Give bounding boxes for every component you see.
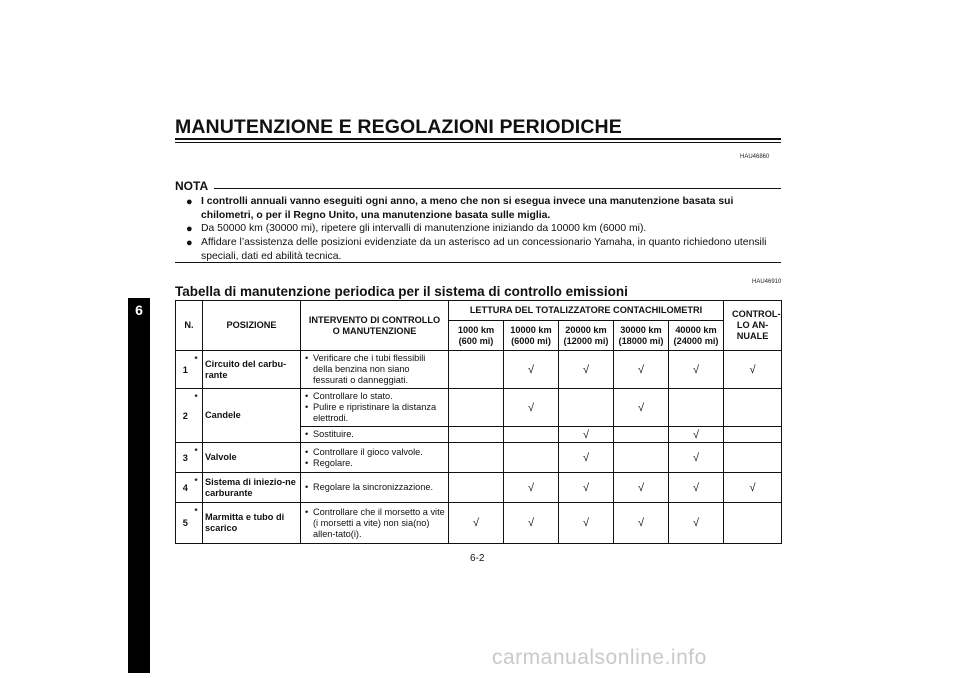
interval-check-cell: √ bbox=[559, 351, 614, 389]
action-item: • Sostituire. bbox=[305, 429, 446, 440]
position-cell: Candele bbox=[203, 389, 301, 443]
action-cell bbox=[301, 389, 449, 427]
interval-check-cell bbox=[669, 389, 724, 427]
interval-check-cell: √ bbox=[614, 389, 669, 427]
annual-check-cell bbox=[724, 389, 782, 427]
table-row bbox=[176, 443, 782, 473]
row-number: 3 bbox=[176, 443, 195, 473]
chapter-tab bbox=[128, 298, 150, 673]
action-cell bbox=[301, 443, 449, 473]
row-number: 5 bbox=[176, 503, 195, 544]
nota-item bbox=[186, 236, 786, 264]
interval-check-cell: √ bbox=[614, 473, 669, 503]
header-km: 30000 km (18000 mi) bbox=[614, 321, 669, 351]
action-item: • Verificare che i tubi flessibili della benzina non siano fessurati o danneggiati. bbox=[305, 353, 446, 386]
action-item: • Controllare il gioco valvole. bbox=[305, 447, 446, 458]
interval-check-cell: √ bbox=[559, 503, 614, 544]
annual-check-cell bbox=[724, 503, 782, 544]
action-cell bbox=[301, 427, 449, 443]
interval-check-cell: √ bbox=[449, 503, 504, 544]
asterisk-mark: * bbox=[195, 443, 203, 473]
section-title: Tabella di manutenzione periodica per il sistema di controllo emissioni bbox=[175, 284, 628, 299]
asterisk-mark: * bbox=[195, 351, 203, 389]
interval-check-cell bbox=[449, 473, 504, 503]
action-item: • Regolare. bbox=[305, 458, 446, 469]
header-posizione: POSIZIONE bbox=[203, 301, 301, 351]
title-rule-thin bbox=[175, 142, 781, 143]
nota-item bbox=[186, 222, 786, 236]
interval-check-cell: √ bbox=[504, 351, 559, 389]
interval-check-cell bbox=[449, 427, 504, 443]
interval-check-cell: √ bbox=[504, 503, 559, 544]
annual-check-cell: √ bbox=[724, 351, 782, 389]
interval-check-cell: √ bbox=[504, 473, 559, 503]
chapter-tab-number: 6 bbox=[135, 302, 143, 318]
interval-check-cell bbox=[614, 443, 669, 473]
interval-check-cell bbox=[449, 389, 504, 427]
nota-item-text: Affidare l’assistenza delle posizioni evidenziate da un asterisco ad un concessionario Yamaha, in quanto richiedono utensili speciali, dati ed abilità tecnica. bbox=[201, 237, 767, 262]
page-number: 6-2 bbox=[470, 553, 485, 564]
header-km: 1000 km (600 mi) bbox=[449, 321, 504, 351]
bullet-icon: ● bbox=[186, 237, 193, 249]
action-item: • Pulire e ripristinare la distanza elettrodi. bbox=[305, 402, 446, 424]
maintenance-table bbox=[175, 300, 782, 544]
interval-check-cell: √ bbox=[669, 443, 724, 473]
interval-check-cell bbox=[614, 427, 669, 443]
interval-check-cell: √ bbox=[504, 389, 559, 427]
title-rule bbox=[175, 138, 781, 140]
nota-item-text: I controlli annuali vanno eseguiti ogni anno, a meno che non si esegua invece una manutenzione basata sui chilometri, o per il Regno Unito, una manutenzione basata sulle miglia. bbox=[201, 196, 734, 221]
position-cell: Marmitta e tubo di scarico bbox=[203, 503, 301, 544]
interval-check-cell: √ bbox=[614, 503, 669, 544]
table-row bbox=[176, 351, 782, 389]
interval-check-cell bbox=[449, 351, 504, 389]
annual-check-cell bbox=[724, 427, 782, 443]
nota-item bbox=[186, 195, 786, 223]
nota-bottom-rule bbox=[175, 262, 781, 263]
nota-label: NOTA bbox=[175, 179, 209, 193]
interval-check-cell: √ bbox=[559, 443, 614, 473]
asterisk-mark: * bbox=[195, 503, 203, 544]
watermark: carmanualsonline.info bbox=[492, 646, 707, 669]
header-km: 10000 km (6000 mi) bbox=[504, 321, 559, 351]
page-title: MANUTENZIONE E REGOLAZIONI PERIODICHE bbox=[175, 116, 622, 138]
row-number: 2 bbox=[176, 389, 195, 443]
bullet-icon: ● bbox=[186, 196, 193, 208]
asterisk-mark: * bbox=[195, 389, 203, 443]
table-row bbox=[176, 473, 782, 503]
interval-check-cell: √ bbox=[669, 473, 724, 503]
bullet-icon: ● bbox=[186, 223, 193, 235]
header-km: 40000 km (24000 mi) bbox=[669, 321, 724, 351]
interval-check-cell: √ bbox=[559, 473, 614, 503]
header-lettura: LETTURA DEL TOTALIZZATORE CONTACHILOMETRI bbox=[449, 301, 724, 321]
annual-check-cell bbox=[724, 443, 782, 473]
interval-check-cell: √ bbox=[669, 427, 724, 443]
table-body bbox=[176, 351, 782, 544]
reference-code: HAU46860 bbox=[740, 154, 770, 160]
interval-check-cell: √ bbox=[669, 503, 724, 544]
row-number: 4 bbox=[176, 473, 195, 503]
interval-check-cell: √ bbox=[614, 351, 669, 389]
interval-check-cell bbox=[449, 443, 504, 473]
header-n: N. bbox=[176, 301, 203, 351]
action-cell bbox=[301, 473, 449, 503]
nota-rule bbox=[214, 188, 781, 189]
reference-code: HAU46910 bbox=[752, 279, 782, 285]
asterisk-mark: * bbox=[195, 473, 203, 503]
position-cell: Sistema di iniezio-ne carburante bbox=[203, 473, 301, 503]
position-cell: Valvole bbox=[203, 443, 301, 473]
action-item: • Controllare che il morsetto a vite (i morsetti a vite) non sia(no) allen-tato(i). bbox=[305, 507, 446, 540]
header-km: 20000 km (12000 mi) bbox=[559, 321, 614, 351]
interval-check-cell bbox=[504, 443, 559, 473]
interval-check-cell: √ bbox=[559, 427, 614, 443]
interval-check-cell bbox=[559, 389, 614, 427]
nota-item-text: Da 50000 km (30000 mi), ripetere gli intervalli di manutenzione iniziando da 10000 km (6000 mi). bbox=[201, 223, 647, 234]
action-cell bbox=[301, 351, 449, 389]
table-row bbox=[176, 389, 782, 427]
action-item: • Controllare lo stato. bbox=[305, 391, 446, 402]
header-controllo-annuale: CONTROL-LO AN-NUALE bbox=[724, 301, 782, 351]
action-cell bbox=[301, 503, 449, 544]
interval-check-cell: √ bbox=[669, 351, 724, 389]
header-intervento: INTERVENTO DI CONTROLLO O MANUTENZIONE bbox=[301, 301, 449, 351]
annual-check-cell: √ bbox=[724, 473, 782, 503]
row-number: 1 bbox=[176, 351, 195, 389]
action-item: • Regolare la sincronizzazione. bbox=[305, 482, 446, 493]
position-cell: Circuito del carbu-rante bbox=[203, 351, 301, 389]
interval-check-cell bbox=[504, 427, 559, 443]
table-row bbox=[176, 503, 782, 544]
